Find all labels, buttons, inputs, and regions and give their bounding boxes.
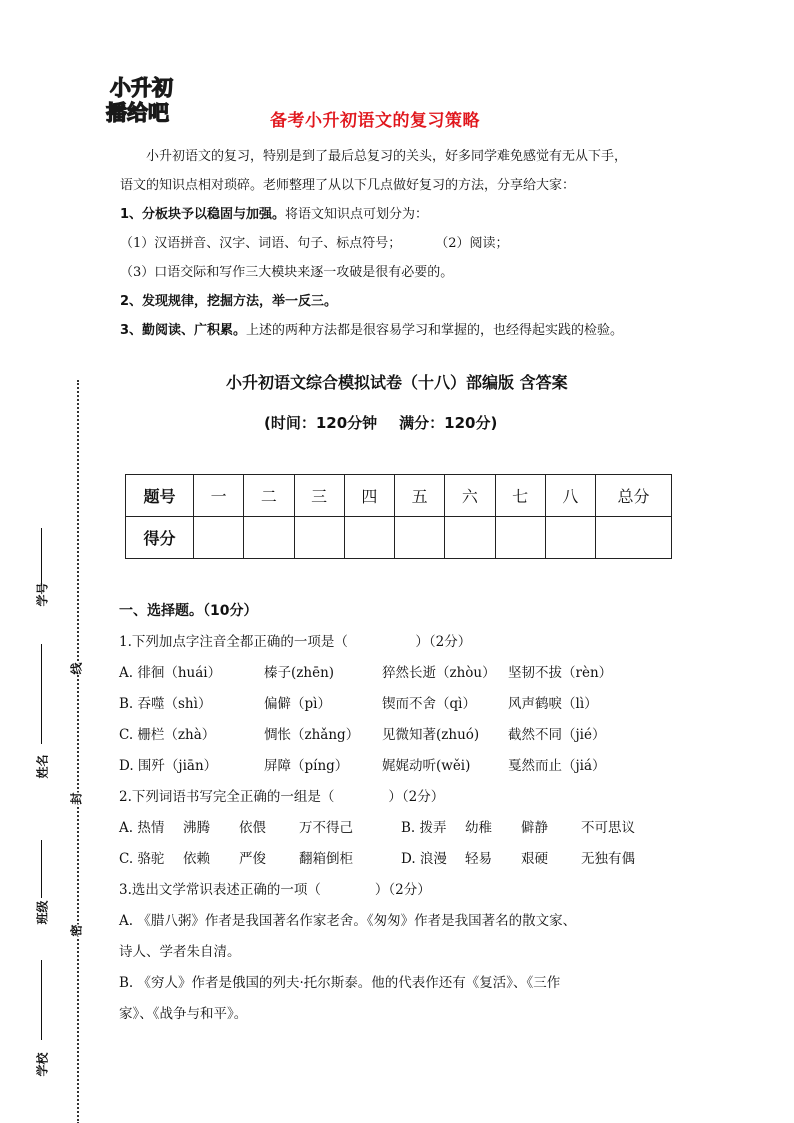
- score-cell[interactable]: [194, 517, 244, 559]
- strategy-item-1-text: 将语文知识点可划分为：: [285, 207, 429, 222]
- line-mark: 线: [69, 662, 84, 675]
- option-item: 屏障（píng）: [264, 758, 349, 774]
- col-7: 七: [495, 475, 545, 517]
- intro-paragraph-cont: 语文的知识点相对琐碎。老师整理了从以下几点做好复习的方法，分享给大家：: [120, 178, 576, 193]
- option-item: 沸腾: [183, 820, 210, 836]
- q1-option-b: [119, 689, 689, 720]
- q3-option-a: A. 《腊八粥》作者是我国著名作家老舍。《匆匆》作者是我国著名的散文家、: [119, 913, 577, 929]
- row-score-label: 得分: [126, 517, 194, 559]
- option-item: 僻静: [521, 820, 548, 836]
- intro-paragraph: 小升初语文的复习，特别是到了最后总复习的关头，好多同学难免感觉有无从下手，: [146, 149, 628, 164]
- binding-dotted-line: [77, 380, 79, 1123]
- strategy-item-2-heading: 2、发现规律，挖掘方法，举一反三。: [120, 294, 338, 309]
- class-label: 班级: [35, 900, 50, 925]
- option-item: A. 徘徊（huái）: [119, 665, 222, 681]
- q1-option-d: [119, 751, 689, 782]
- student-id-blank: [41, 528, 42, 586]
- score-cell[interactable]: [445, 517, 495, 559]
- question-3: 3.选出文学常识表述正确的一项（ ）（2分）: [119, 882, 431, 898]
- name-blank: [41, 644, 42, 744]
- question-1: 1.下列加点字注音全都正确的一项是（ ）（2分）: [119, 634, 472, 650]
- q1-option-c: [119, 720, 689, 751]
- option-item: 截然不同（jié）: [508, 727, 606, 743]
- col-2: 二: [244, 475, 294, 517]
- exam-full-score: 满分：120分): [399, 414, 498, 432]
- option-item: C. 栅栏（zhà）: [119, 727, 216, 743]
- q3-option-a-cont: 诗人、学者朱自清。: [119, 944, 241, 960]
- score-table: [125, 474, 672, 559]
- option-item: 榛子(zhēn): [264, 665, 335, 681]
- option-item: 轻易: [465, 851, 492, 867]
- student-id-label: 学号: [35, 582, 50, 607]
- col-total: 总分: [596, 475, 672, 517]
- score-cell[interactable]: [395, 517, 445, 559]
- questions-section: [119, 596, 689, 1030]
- sub-item-2: （2）阅读；: [435, 236, 509, 251]
- score-cell[interactable]: [495, 517, 545, 559]
- strategy-item-1-sub3: （3）口语交际和写作三大模块来逐一攻破是很有必要的。: [120, 265, 454, 280]
- exam-time: (时间：120分钟: [264, 414, 378, 432]
- logo: [104, 70, 208, 126]
- strategy-item-1-heading: 1、分板块予以稳固与加强。: [120, 207, 286, 222]
- score-cell[interactable]: [545, 517, 595, 559]
- score-cell[interactable]: [344, 517, 394, 559]
- logo-line1: 小升初: [110, 76, 173, 100]
- option-item: 见微知著(zhuó): [382, 727, 480, 743]
- score-cell[interactable]: [596, 517, 672, 559]
- strategy-item-3-heading: 3、勤阅读、广积累。: [120, 323, 247, 338]
- col-4: 四: [344, 475, 394, 517]
- option-item: 万不得己: [299, 820, 353, 836]
- option-item: 依偎: [239, 820, 266, 836]
- seal-mark: 封: [69, 792, 84, 805]
- option-item: 偏僻（pì）: [264, 696, 331, 712]
- q3-option-b-cont: 家》、《战争与和平》。: [119, 1006, 248, 1022]
- col-8: 八: [545, 475, 595, 517]
- option-item: C. 骆驼: [119, 851, 165, 867]
- option-item: 不可思议: [581, 820, 635, 836]
- school-blank: [41, 960, 42, 1040]
- option-item: 依赖: [183, 851, 210, 867]
- name-label: 姓名: [35, 754, 50, 779]
- option-item: 幼稚: [465, 820, 492, 836]
- q2-options-ab: [119, 813, 689, 844]
- strategy-item-1-sub: [120, 229, 680, 258]
- banner-title: 备考小升初语文的复习策略: [270, 111, 480, 131]
- q1-option-a: [119, 658, 689, 689]
- q3-option-b: B. 《穷人》作者是俄国的列夫·托尔斯泰。他的代表作还有《复活》、《三作: [119, 975, 561, 991]
- option-item: D. 浪漫: [401, 851, 447, 867]
- option-item: B. 吞噬（shì）: [119, 696, 212, 712]
- strategy-item-3-text: 上述的两种方法都是很容易学习和掌握的，也经得起实践的检验。: [246, 323, 624, 338]
- question-2: 2.下列词语书写完全正确的一组是（ ）（2分）: [119, 789, 445, 805]
- option-item: 无独有偶: [581, 851, 635, 867]
- col-6: 六: [445, 475, 495, 517]
- strategy-item-2: [120, 287, 680, 316]
- exam-title: 小升初语文综合模拟试卷（十八）部编版 含答案: [226, 373, 568, 392]
- sub-item-1: （1）汉语拼音、汉字、词语、句子、标点符号；: [120, 236, 402, 251]
- score-cell[interactable]: [294, 517, 344, 559]
- option-item: B. 拨弄: [401, 820, 447, 836]
- score-table-score-row: [126, 517, 672, 559]
- option-item: 惆怅（zhǎng）: [264, 727, 360, 743]
- col-5: 五: [395, 475, 445, 517]
- option-item: A. 热情: [119, 820, 165, 836]
- option-item: 锲而不舍（qì）: [382, 696, 476, 712]
- sealed-mark: 密: [69, 924, 84, 937]
- option-item: 戛然而止（jiá）: [508, 758, 606, 774]
- strategy-item-3: [120, 316, 680, 345]
- option-item: 猝然长逝（zhòu）: [382, 665, 496, 681]
- option-item: D. 围歼（jiān）: [119, 758, 218, 774]
- section-heading: 一、选择题。（10分）: [119, 603, 258, 619]
- option-item: 坚韧不拔（rèn）: [508, 665, 613, 681]
- class-blank: [41, 840, 42, 898]
- exam-time-info: [264, 412, 497, 433]
- col-3: 三: [294, 475, 344, 517]
- q2-options-cd: [119, 844, 689, 875]
- option-item: 翻箱倒柜: [299, 851, 353, 867]
- row-header-label: 题号: [126, 475, 194, 517]
- option-item: 严俊: [239, 851, 266, 867]
- col-1: 一: [194, 475, 244, 517]
- option-item: 艰硬: [521, 851, 548, 867]
- option-item: 娓娓动听(wěi): [382, 758, 471, 774]
- logo-line2: 播给吧: [106, 101, 169, 125]
- score-cell[interactable]: [244, 517, 294, 559]
- option-item: 风声鹤唳（lì）: [508, 696, 598, 712]
- logo-graphic: [104, 70, 208, 126]
- school-label: 学校: [35, 1052, 50, 1077]
- score-table-header-row: [126, 475, 672, 517]
- intro-section: [120, 142, 680, 345]
- strategy-item-1: [120, 200, 680, 229]
